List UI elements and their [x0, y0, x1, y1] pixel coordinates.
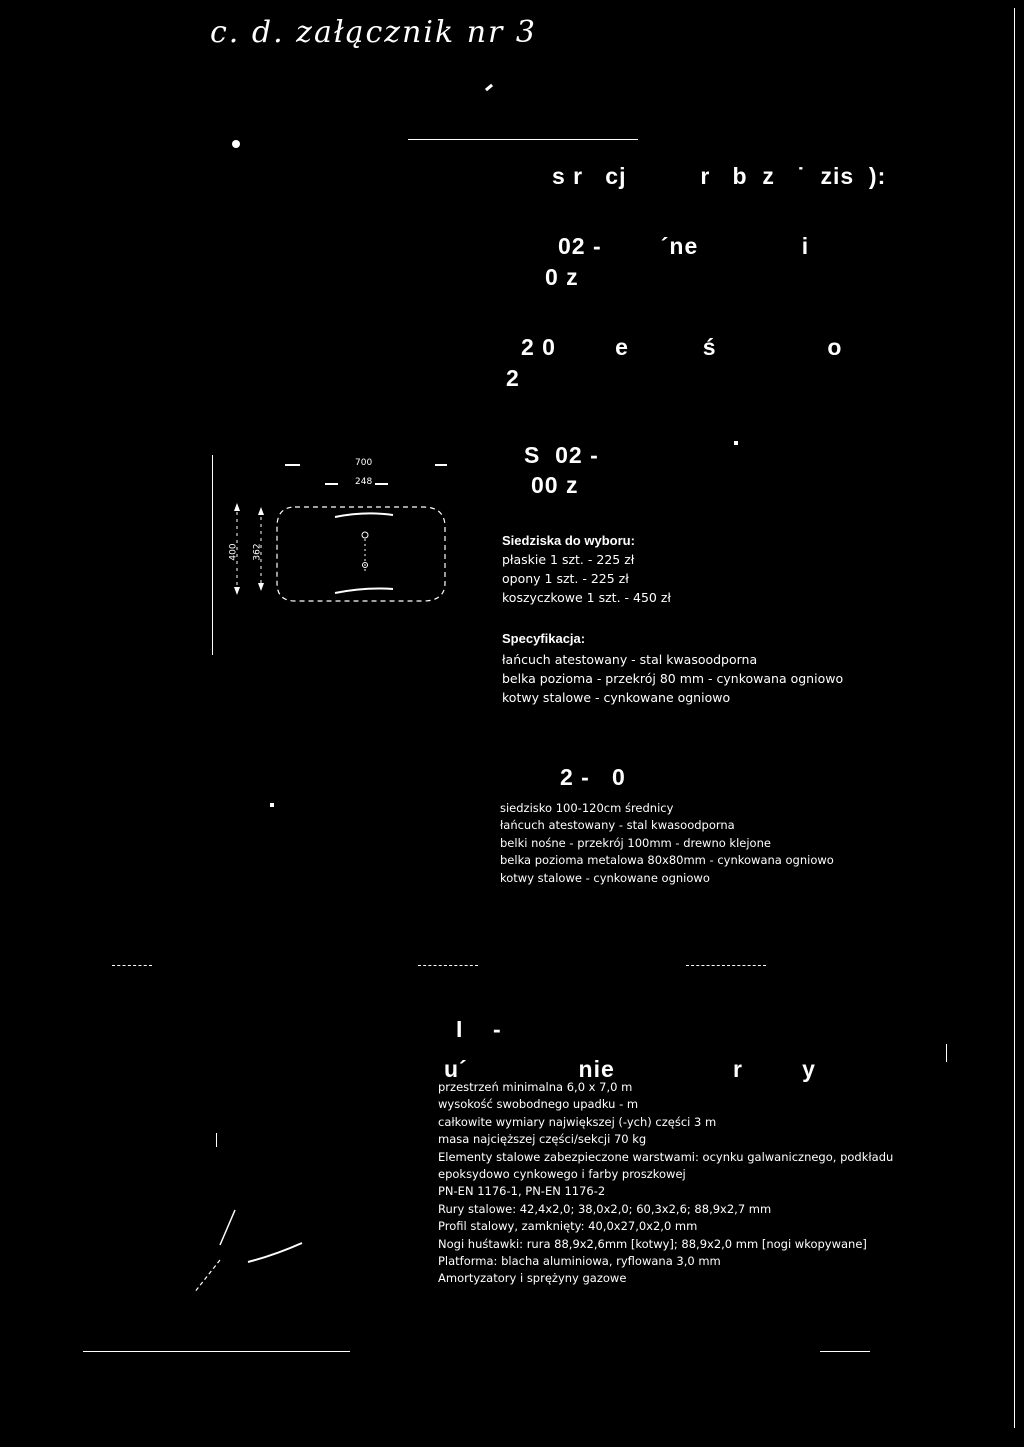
spec-line: przestrzeń minimalna 6,0 x 7,0 m [438, 1080, 633, 1094]
spec-line: Nogi huśtawki: rura 88,9x2,6mm [kotwy]; 88,9x2,0 mm [nogi wkopywane] [438, 1236, 867, 1251]
spec-line: siedzisko 100-120cm średnicy [500, 801, 674, 815]
section-line-4: 2 [506, 365, 520, 391]
spec-line: Amortyzatory i sprężyny gazowe [438, 1271, 627, 1286]
dashed-separator [112, 965, 152, 966]
spec-line: Profil stalowy, zamknięty: 40,0x27,0x2,0 mm [438, 1219, 698, 1234]
spec-line: łańcuch atestowany - stal kwasoodporna [500, 818, 735, 833]
spec-line: kotwy stalowe - cynkowane ogniowo [500, 870, 710, 885]
product-code-line-1: S 02 - [524, 442, 599, 468]
ink-dot [232, 140, 240, 148]
seat-option: płaskie 1 szt. - 225 zł [502, 552, 635, 567]
product-code-line-2: 00 z [531, 472, 579, 498]
seat-option: koszyczkowe 1 szt. - 450 zł [502, 590, 671, 605]
bottom-code-line-1: I - [456, 1016, 502, 1042]
dim-left-inner: 362 [252, 543, 263, 561]
partial-drawing [180, 1205, 320, 1305]
dashed-separator [686, 965, 766, 966]
swing-drawing-svg [225, 455, 465, 615]
spec-line: wysokość swobodnego upadku - m [438, 1097, 639, 1112]
section-line-2: 0 z [545, 264, 579, 290]
spec-line: masa najcięższej części/sekcji 70 kg [438, 1132, 647, 1147]
dim-top-outer: 700 [355, 458, 373, 468]
handwritten-heading: c. d. załącznik nr 3 [210, 15, 537, 50]
nest-code: 2 - 0 [560, 764, 626, 790]
swing-top-view-drawing [225, 455, 465, 615]
section-line-1: 02 - ´ne i [558, 233, 810, 259]
ink-dot [270, 803, 274, 807]
spec-line: belki nośne - przekrój 100mm - drewno klejone [500, 835, 771, 850]
dim-left-outer: 400 [228, 543, 239, 561]
spec-line: PN-EN 1176-1, PN-EN 1176-2 [438, 1184, 606, 1199]
spec-line: belka pozioma metalowa 80x80mm - cynkowana ogniowo [500, 853, 834, 868]
ink-mark [485, 84, 493, 91]
top-divider [408, 139, 638, 140]
spec-line: Rury stalowe: 42,4x2,0; 38,0x2,0; 60,3x2,6; 88,9x2,7 mm [438, 1201, 772, 1216]
bottom-divider [83, 1351, 350, 1352]
right-border-line [1014, 8, 1015, 1428]
bottom-code-line-2: u´ nie r y [444, 1056, 816, 1082]
seats-heading: Siedziska do wyboru: [502, 533, 635, 548]
bottom-right-mark [946, 1044, 947, 1062]
section-line-3: 2 0 e ś o [521, 334, 843, 360]
spec-line: całkowite wymiary największej (-ych) części 3 m [438, 1114, 717, 1129]
spec-line: kotwy stalowe - cynkowane ogniowo [502, 690, 731, 705]
left-tick-mark [216, 1133, 217, 1147]
spec-heading: Specyfikacja: [502, 631, 586, 646]
spec-line: belka pozioma - przekrój 80 mm - cynkowana ogniowo [502, 671, 844, 686]
spec-line: epoksydowo cynkowego i farby proszkowej [438, 1167, 686, 1182]
spec-line: łańcuch atestowany - stal kwasoodporna [502, 652, 758, 667]
spec-line: Elementy stalowe zabezpieczone warstwami: ocynku galwanicznego, podkładu [438, 1149, 894, 1164]
seats-block [502, 531, 671, 607]
section-title: s r cj r b z ˙ zis ): [552, 163, 887, 189]
seat-option: opony 1 szt. - 225 zł [502, 571, 629, 586]
left-border-line [212, 455, 213, 655]
ink-dot [734, 441, 738, 445]
spec-line: Platforma: blacha aluminiowa, ryflowana 3,0 mm [438, 1254, 721, 1269]
bottom-spec-block [438, 1079, 893, 1288]
bottom-divider [820, 1351, 870, 1352]
dim-top-inner: 248 [355, 477, 373, 487]
spec-block [502, 629, 843, 707]
nest-spec-block [500, 800, 834, 887]
dashed-separator [418, 965, 478, 966]
